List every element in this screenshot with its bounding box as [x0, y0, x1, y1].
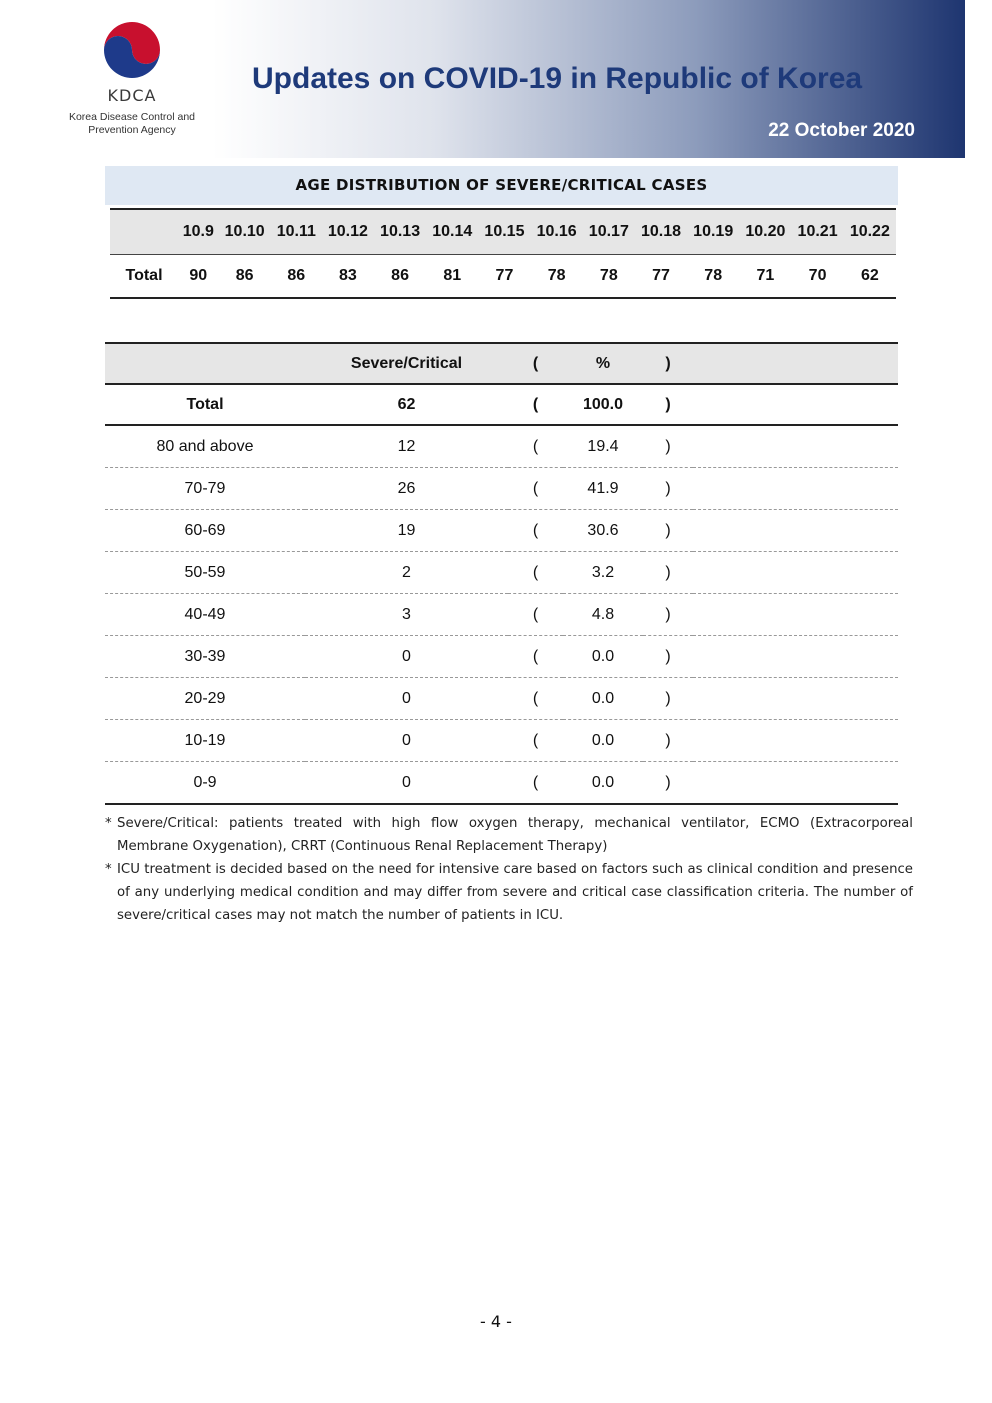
trend-table [110, 208, 896, 299]
open-paren-cell: ( [508, 678, 563, 720]
open-paren-cell: ( [508, 762, 563, 805]
open-paren-cell: ( [508, 425, 563, 468]
row-spacer [693, 552, 898, 594]
page-number: - 4 - [480, 1312, 512, 1331]
trend-table-total-row [110, 255, 896, 299]
row-spacer [693, 762, 898, 805]
trend-value-cell: 77 [478, 255, 530, 299]
trend-date-header: 10.15 [478, 209, 530, 255]
total-spacer [693, 384, 898, 425]
row-spacer [693, 720, 898, 762]
header-severe-critical: Severe/Critical [305, 343, 508, 384]
close-paren-cell: ) [643, 720, 693, 762]
trend-table-header-row [110, 209, 896, 255]
percent-cell: 4.8 [563, 594, 643, 636]
trend-date-header: 10.11 [271, 209, 322, 255]
trend-value-cell: 86 [374, 255, 426, 299]
row-spacer [693, 510, 898, 552]
trend-date-header: 10.17 [583, 209, 635, 255]
close-paren-cell: ) [643, 510, 693, 552]
row-spacer [693, 594, 898, 636]
total-open-paren: ( [508, 384, 563, 425]
close-paren-cell: ) [643, 425, 693, 468]
age-group-cell: 0-9 [105, 762, 305, 805]
header-open-paren: ( [508, 343, 563, 384]
header-age-group [105, 343, 305, 384]
trend-value-cell: 90 [178, 255, 219, 299]
close-paren-cell: ) [643, 594, 693, 636]
age-distribution-table [105, 342, 898, 805]
count-cell: 0 [305, 720, 508, 762]
trend-date-header: 10.20 [739, 209, 791, 255]
age-group-cell: 80 and above [105, 425, 305, 468]
count-cell: 3 [305, 594, 508, 636]
age-table-row [105, 594, 898, 636]
age-table-row [105, 510, 898, 552]
trend-value-cell: 78 [531, 255, 583, 299]
trend-table-row-label: Total [110, 255, 178, 299]
trend-date-header: 10.14 [426, 209, 478, 255]
age-table-row [105, 678, 898, 720]
count-cell: 0 [305, 678, 508, 720]
count-cell: 0 [305, 762, 508, 805]
logo-acronym: KDCA [107, 86, 157, 105]
age-group-cell: 50-59 [105, 552, 305, 594]
page-header [0, 0, 965, 158]
trend-date-header: 10.12 [322, 209, 374, 255]
percent-cell: 0.0 [563, 636, 643, 678]
row-spacer [693, 678, 898, 720]
age-table-header-row [105, 343, 898, 384]
kdca-logo [62, 18, 202, 137]
percent-cell: 0.0 [563, 720, 643, 762]
open-paren-cell: ( [508, 594, 563, 636]
age-table-total-row [105, 384, 898, 425]
row-spacer [693, 636, 898, 678]
trend-value-cell: 83 [322, 255, 374, 299]
trend-value-cell: 81 [426, 255, 478, 299]
trend-value-cell: 71 [739, 255, 791, 299]
percent-cell: 41.9 [563, 468, 643, 510]
footnote [105, 858, 913, 927]
row-spacer [693, 468, 898, 510]
trend-date-header: 10.13 [374, 209, 426, 255]
percent-cell: 19.4 [563, 425, 643, 468]
trend-table-title: AGE DISTRIBUTION OF SEVERE/CRITICAL CASES [105, 166, 898, 205]
age-group-cell: 10-19 [105, 720, 305, 762]
trend-date-header: 10.22 [844, 209, 896, 255]
count-cell: 0 [305, 636, 508, 678]
age-table-row [105, 552, 898, 594]
count-cell: 12 [305, 425, 508, 468]
close-paren-cell: ) [643, 678, 693, 720]
trend-date-header: 10.18 [635, 209, 687, 255]
trend-date-header: 10.10 [219, 209, 271, 255]
footnote [105, 812, 913, 858]
age-group-cell: 60-69 [105, 510, 305, 552]
open-paren-cell: ( [508, 720, 563, 762]
logo-org-line-2: Prevention Agency [88, 124, 176, 136]
taegeuk-emblem-icon [100, 18, 164, 78]
logo-org-line-1: Korea Disease Control and [68, 111, 196, 123]
close-paren-cell: ) [643, 762, 693, 805]
count-cell: 19 [305, 510, 508, 552]
percent-cell: 3.2 [563, 552, 643, 594]
percent-cell: 0.0 [563, 762, 643, 805]
logo-org-name [62, 111, 202, 137]
footnote-text: Severe/Critical: patients treated with high flow oxygen therapy, mechanical ventilator, ECMO (Extracorporeal Membrane Oxygenation), CRRT (Continuous Renal Replacement Therapy) [117, 816, 913, 854]
trend-value-cell: 62 [844, 255, 896, 299]
header-percent: % [563, 343, 643, 384]
close-paren-cell: ) [643, 636, 693, 678]
open-paren-cell: ( [508, 552, 563, 594]
age-table-row [105, 636, 898, 678]
age-group-cell: 20-29 [105, 678, 305, 720]
close-paren-cell: ) [643, 468, 693, 510]
percent-cell: 0.0 [563, 678, 643, 720]
age-table-row [105, 720, 898, 762]
total-close-paren: ) [643, 384, 693, 425]
trend-date-header: 10.21 [791, 209, 843, 255]
total-count: 62 [305, 384, 508, 425]
age-group-cell: 70-79 [105, 468, 305, 510]
trend-value-cell: 78 [687, 255, 739, 299]
age-table-row [105, 468, 898, 510]
trend-date-header: 10.19 [687, 209, 739, 255]
row-spacer [693, 425, 898, 468]
footnote-marker: * [105, 862, 112, 877]
document-title: Updates on COVID-19 in Republic of Korea [252, 62, 863, 95]
total-percent: 100.0 [563, 384, 643, 425]
trend-table-corner [110, 209, 178, 255]
trend-value-cell: 78 [583, 255, 635, 299]
footnote-text: ICU treatment is decided based on the need for intensive care based on factors such as clinical condition and presence of any underlying medical condition and may differ from severe and critical case classification criteria. The number of severe/critical cases may not match the number of patients in ICU. [117, 862, 913, 923]
close-paren-cell: ) [643, 552, 693, 594]
trend-value-cell: 86 [219, 255, 271, 299]
header-close-paren: ) [643, 343, 693, 384]
trend-value-cell: 86 [271, 255, 322, 299]
footnotes [105, 812, 913, 927]
trend-value-cell: 70 [791, 255, 843, 299]
percent-cell: 30.6 [563, 510, 643, 552]
open-paren-cell: ( [508, 510, 563, 552]
trend-date-header: 10.16 [531, 209, 583, 255]
trend-value-cell: 77 [635, 255, 687, 299]
age-group-cell: 30-39 [105, 636, 305, 678]
trend-date-header: 10.9 [178, 209, 219, 255]
open-paren-cell: ( [508, 636, 563, 678]
footnote-marker: * [105, 816, 112, 831]
report-date: 22 October 2020 [768, 120, 915, 141]
count-cell: 2 [305, 552, 508, 594]
total-label: Total [105, 384, 305, 425]
open-paren-cell: ( [508, 468, 563, 510]
age-table-row [105, 762, 898, 805]
age-group-cell: 40-49 [105, 594, 305, 636]
age-table-row [105, 425, 898, 468]
header-spacer [693, 343, 898, 384]
count-cell: 26 [305, 468, 508, 510]
